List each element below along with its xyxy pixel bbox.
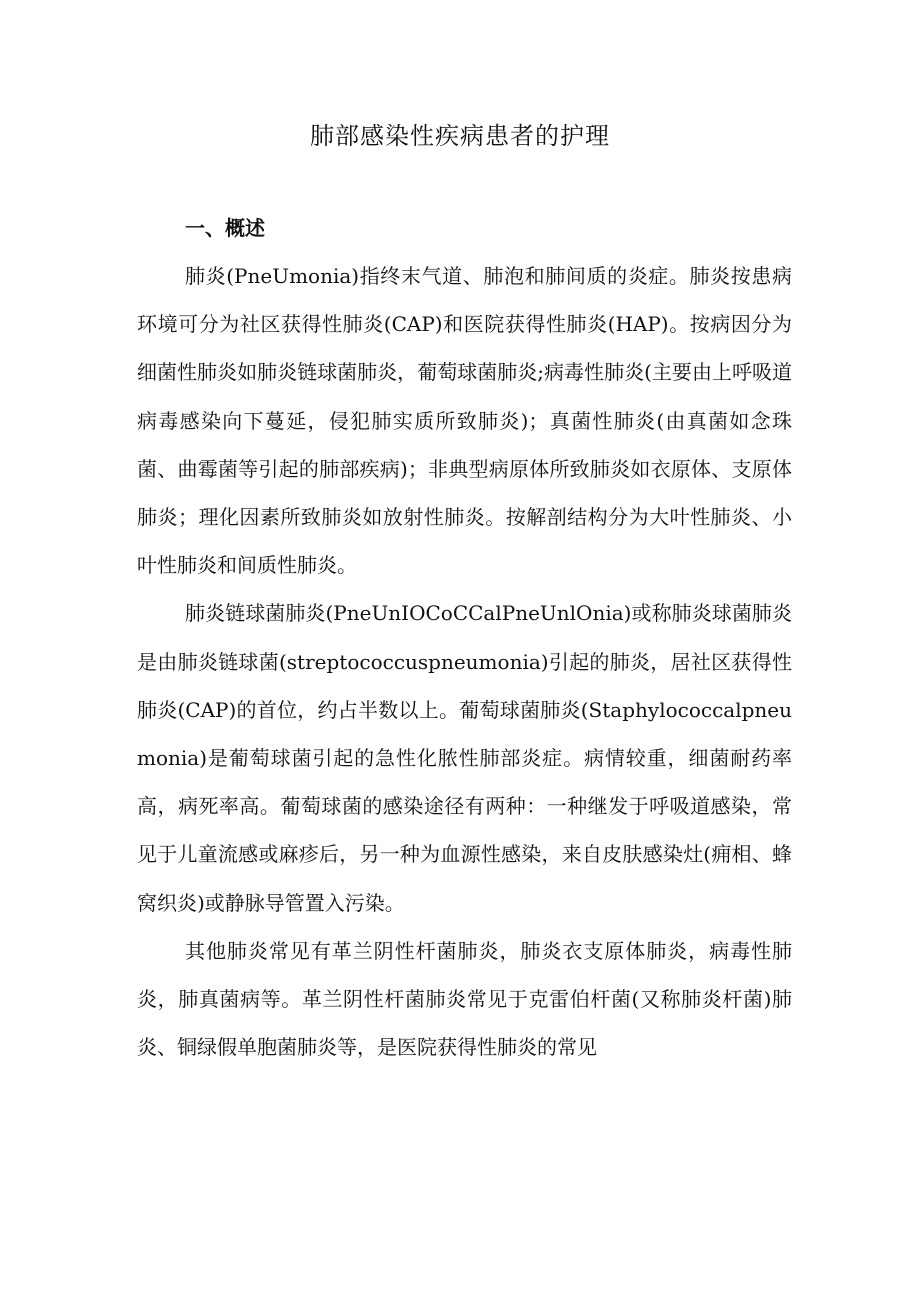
document-body (137, 204, 792, 1071)
paragraph-pneumonia-overview: 肺炎(PneUmonia)指终末气道、肺泡和肺间质的炎症。肺炎按患病环境可分为社区获得性肺炎(CAP)和医院获得性肺炎(HAP)。按病因分为细菌性肺炎如肺炎链球菌肺炎，葡萄球菌肺炎;病毒性肺炎(主要由上呼吸道病毒感染向下蔓延，侵犯肺实质所致肺炎)；真菌性肺炎(由真菌如念珠菌、曲霉菌等引起的肺部疾病)；非典型病原体所致肺炎如衣原体、支原体肺炎；理化因素所致肺炎如放射性肺炎。按解剖结构分为大叶性肺炎、小叶性肺炎和间质性肺炎。 (137, 264, 792, 578)
paragraph-streptococcal-staphylococcal: 肺炎链球菌肺炎(PneUnIOCoCCalPneUnlOnia)或称肺炎球菌肺炎是由肺炎链球菌(streptococcuspneumonia)引起的肺炎，居社区获得性肺炎(CAP)的首位，约占半数以上。葡萄球菌肺炎(Staphylococcalpneumonia)是葡萄球菌引起的急性化脓性肺部炎症。病情较重，细菌耐药率高，病死率高。葡萄球菌的感染途径有两种：一种继发于呼吸道感染，常见于儿童流感或麻疹后，另一种为血源性感染，来自皮肤感染灶(痈相、蜂窝织炎)或静脉导管置入污染。 (137, 601, 792, 915)
document-title: 肺部感染性疾病患者的护理 (310, 122, 610, 150)
section-heading: 一、概述 (185, 216, 265, 240)
paragraph-other-pneumonia: 其他肺炎常见有革兰阴性杆菌肺炎，肺炎衣支原体肺炎，病毒性肺炎，肺真菌病等。革兰阴性杆菌肺炎常见于克雷伯杆菌(又称肺炎杆菌)肺炎、铜绿假单胞菌肺炎等，是医院获得性肺炎的常见 (137, 938, 792, 1060)
